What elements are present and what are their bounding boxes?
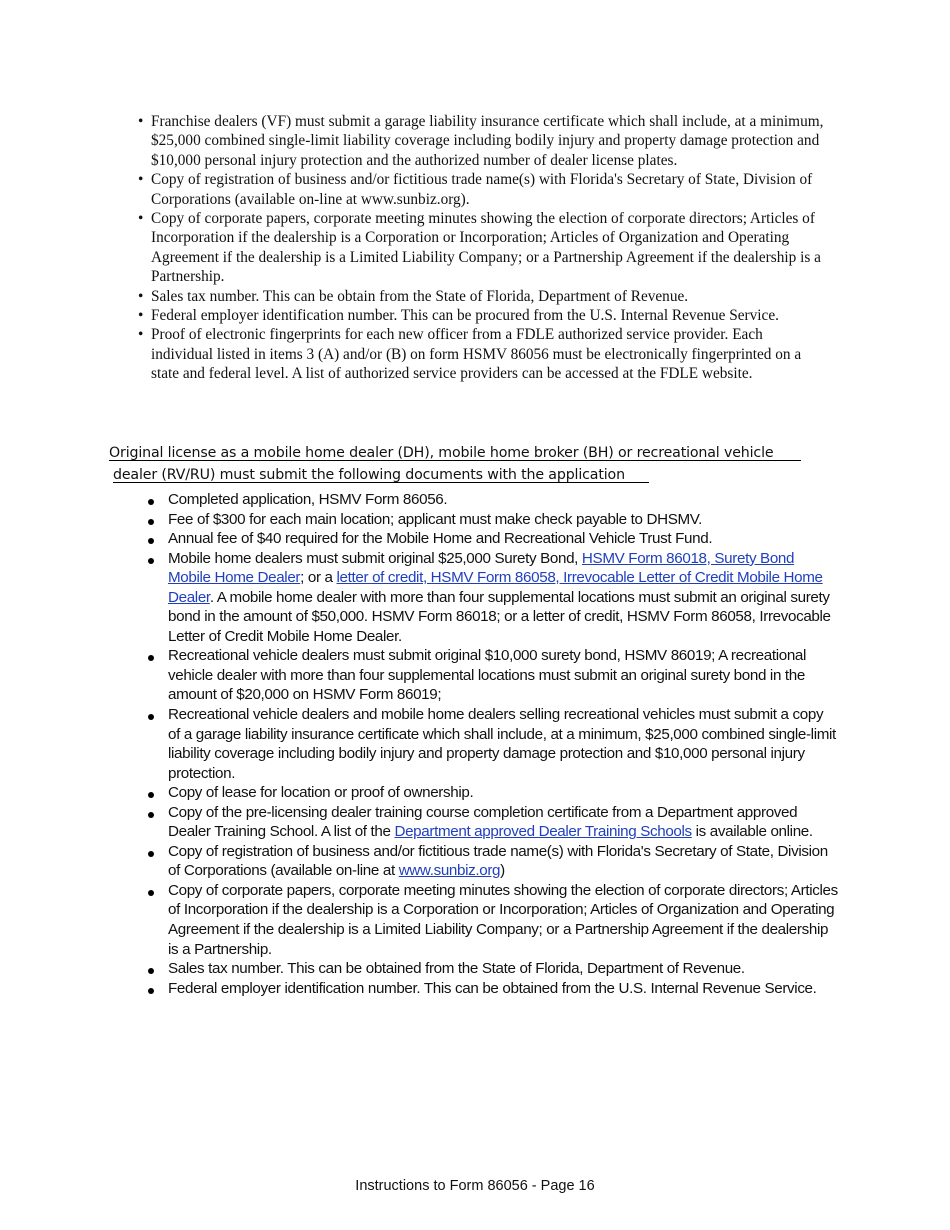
list-item: • Copy of corporate papers, corporate meeting minutes showing the election of corporate directors; Articles of Incorporation if the dealership is a Corporation or Incorporation; Articles of Organization and Operating Agreement if the dealership is a Limited Liability Company; or a Partnership Agreement if the dealership is a Partnership. bbox=[138, 209, 828, 287]
page-footer: Instructions to Form 86056 - Page 16 bbox=[355, 1178, 595, 1194]
section-heading bbox=[109, 442, 809, 486]
heading-rule bbox=[113, 482, 649, 483]
list-item: Recreational vehicle dealers and mobile home dealers selling recreational vehicles must submit a copy of a garage liability insurance certificate which shall include, at a minimum, $25,000 combined single-limit liability coverage including bodily injury and property damage protection and $10,000 personal injury protection. bbox=[148, 705, 838, 783]
list-item: • Federal employer identification number. This can be procured from the U.S. Internal Revenue Service. bbox=[138, 306, 828, 325]
heading-rule bbox=[109, 460, 801, 461]
list-item: Sales tax number. This can be obtained from the State of Florida, Department of Revenue. bbox=[148, 959, 838, 979]
list-item: Annual fee of $40 required for the Mobile Home and Recreational Vehicle Trust Fund. bbox=[148, 529, 838, 549]
section-heading-line1: Original license as a mobile home dealer (DH), mobile home broker (BH) or recreational vehicle bbox=[109, 445, 774, 461]
list-item: Fee of $300 for each main location; applicant must make check payable to DHSMV. bbox=[148, 510, 838, 530]
list-item: Copy of registration of business and/or fictitious trade name(s) with Florida's Secretary of State, Division of Corporations (available on-line at www.sunbiz.org) bbox=[148, 842, 838, 881]
list-item: Federal employer identification number. This can be obtained from the U.S. Internal Revenue Service. bbox=[148, 979, 838, 999]
list-item: • Franchise dealers (VF) must submit a garage liability insurance certificate which shall include, at a minimum, $25,000 combined single-limit liability coverage including bodily injury and property damage protection and $10,000 personal injury protection and the authorized number of dealer license plates. bbox=[138, 112, 828, 170]
list-item: Mobile home dealers must submit original $25,000 Surety Bond, HSMV Form 86018, Surety Bond Mobile Home Dealer; or a letter of credit, HSMV Form 86058, Irrevocable Letter of Credit Mobile Home Dealer. A mobile home dealer with more than four supplemental locations must submit an original surety bond in the amount of $50,000. HSMV Form 86018; or a letter of credit, HSMV Form 86058, Irrevocable Letter of Credit Mobile Home Dealer. bbox=[148, 549, 838, 647]
list-item: Completed application, HSMV Form 86056. bbox=[148, 490, 838, 510]
section-heading-line2: dealer (RV/RU) must submit the following documents with the application bbox=[113, 467, 625, 483]
list-item: Copy of lease for location or proof of ownership. bbox=[148, 783, 838, 803]
list-item: • Sales tax number. This can be obtain from the State of Florida, Department of Revenue. bbox=[138, 287, 828, 306]
letter-of-credit-form-link[interactable]: letter of credit, HSMV Form 86058, Irrevocable Letter of Credit Mobile Home Dealer bbox=[168, 569, 823, 606]
franchise-requirements-list bbox=[138, 112, 828, 384]
dealer-training-schools-link[interactable]: Department approved Dealer Training Schools bbox=[394, 823, 692, 841]
mobile-home-rv-requirements-list bbox=[148, 490, 838, 998]
sunbiz-link[interactable]: www.sunbiz.org bbox=[398, 862, 501, 880]
list-item: • Proof of electronic fingerprints for each new officer from a FDLE authorized service provider. Each individual listed in items 3 (A) and/or (B) on form HSMV 86056 must be electronically fingerprinted on a state and federal level. A list of authorized service providers can be accessed at the FDLE website. bbox=[138, 325, 828, 383]
list-item: Recreational vehicle dealers must submit original $10,000 surety bond, HSMV 86019; A recreational vehicle dealer with more than four supplemental locations must submit an original surety bond in the amount of $20,000 on HSMV Form 86019; bbox=[148, 646, 838, 705]
list-item: Copy of the pre-licensing dealer training course completion certificate from a Department approved Dealer Training School. A list of the Department approved Dealer Training Schools is available online. bbox=[148, 803, 838, 842]
list-item: • Copy of registration of business and/or fictitious trade name(s) with Florida's Secretary of State, Division of Corporations (available on-line at www.sunbiz.org). bbox=[138, 170, 828, 209]
list-item: Copy of corporate papers, corporate meeting minutes showing the election of corporate directors; Articles of Incorporation if the dealership is a Corporation or Incorporation; Articles of Organization and Operating Agreement if the dealership is a Limited Liability Company; or a Partnership Agreement if the dealership is a Partnership. bbox=[148, 881, 838, 959]
surety-bond-form-link[interactable]: HSMV Form 86018, Surety Bond Mobile Home Dealer bbox=[168, 549, 795, 587]
